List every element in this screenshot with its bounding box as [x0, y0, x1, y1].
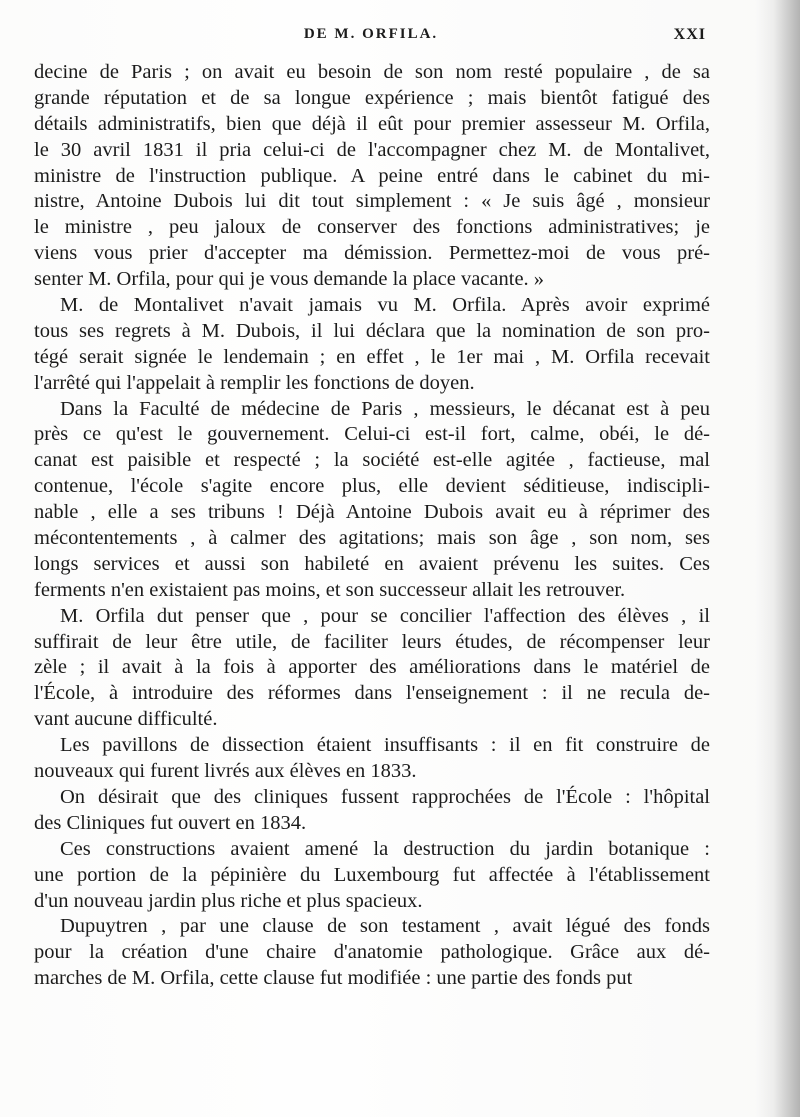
- text-line: M. Orfila dut penser que , pour se concilier l'affection des élèves , il: [60, 604, 710, 627]
- page-header: [36, 26, 706, 50]
- paragraph-p7: [34, 837, 710, 915]
- page-edge-shadow: [756, 0, 800, 1117]
- text-line: nistre, Antoine Dubois lui dit tout simplement : « Je suis âgé , monsieur: [34, 190, 710, 213]
- text-line: longs services et aussi son habileté en avaient prévenu les suites. Ces: [34, 552, 710, 575]
- body-text: [34, 60, 710, 992]
- text-line: le 30 avril 1831 il pria celui-ci de l'accompagner chez M. de Montalivet,: [34, 138, 710, 161]
- paragraph-p5: [34, 733, 710, 785]
- text-line: une portion de la pépinière du Luxembourg fut affectée à l'établissement: [34, 863, 710, 886]
- text-line: senter M. Orfila, pour qui je vous demande la place vacante. »: [34, 268, 545, 291]
- paragraph-p4: [34, 604, 710, 733]
- text-line: On désirait que des cliniques fussent rapprochées de l'École : l'hôpital: [60, 785, 710, 808]
- text-line: mécontentements , à calmer des agitations; mais son âge , son nom, ses: [34, 527, 710, 550]
- paragraph-p8: [34, 914, 710, 992]
- text-line: canat est paisible et respecté ; la société est-elle agitée , factieuse, mal: [34, 449, 710, 472]
- text-line: d'un nouveau jardin plus riche et plus spacieux.: [34, 889, 423, 912]
- paragraph-p2: [34, 293, 710, 397]
- text-line: marches de M. Orfila, cette clause fut modifiée : une partie des fonds put: [34, 967, 633, 990]
- text-line: nouveaux qui furent livrés aux élèves en 1833.: [34, 760, 417, 783]
- text-line: tous ses regrets à M. Dubois, il lui déclara que la nomination de son pro-: [34, 319, 710, 342]
- text-line: ferments n'en existaient pas moins, et son successeur allait les retrouver.: [34, 578, 626, 601]
- text-line: près ce qu'est le gouvernement. Celui-ci est-il fort, calme, obéi, le dé-: [34, 423, 710, 446]
- text-line: Les pavillons de dissection étaient insuffisants : il en fit construire de: [60, 734, 710, 757]
- text-line: l'École, à introduire des réformes dans l'enseignement : il ne recula de-: [34, 682, 710, 705]
- text-line: viens vous prier d'accepter ma démission. Permettez-moi de vous pré-: [34, 242, 710, 265]
- paragraph-p3: [34, 397, 710, 604]
- text-line: le ministre , peu jaloux de conserver des fonctions administratives; je: [34, 216, 710, 239]
- text-line: détails administratifs, bien que déjà il eût pour premier assesseur M. Orfila,: [34, 112, 710, 135]
- text-line: nable , elle a ses tribuns ! Déjà Antoine Dubois avait eu à réprimer des: [34, 501, 710, 524]
- text-line: zèle ; il avait à la fois à apporter des améliorations dans le matériel de: [34, 656, 710, 679]
- text-line: pour la création d'une chaire d'anatomie pathologique. Grâce aux dé-: [34, 941, 710, 964]
- text-line: decine de Paris ; on avait eu besoin de son nom resté populaire , de sa: [34, 61, 710, 83]
- text-line: suffirait de leur être utile, de faciliter leurs études, de récompenser leur: [34, 630, 710, 653]
- paragraph-p6: [34, 785, 710, 837]
- page-number: XXI: [673, 26, 706, 43]
- running-head: DE M. ORFILA.: [303, 26, 439, 42]
- text-line: Dans la Faculté de médecine de Paris , messieurs, le décanat est à peu: [60, 397, 710, 420]
- text-line: l'arrêté qui l'appelait à remplir les fonctions de doyen.: [34, 371, 475, 394]
- text-line: vant aucune difficulté.: [34, 708, 218, 731]
- text-line: ministre de l'instruction publique. A peine entré dans le cabinet du mi-: [34, 164, 710, 187]
- text-line: des Cliniques fut ouvert en 1834.: [34, 811, 307, 834]
- text-line: Ces constructions avaient amené la destruction du jardin botanique :: [60, 837, 710, 860]
- text-line: tégé serait signée le lendemain ; en effet , le 1er mai , M. Orfila recevait: [34, 345, 710, 368]
- text-line: contenue, l'école s'agite encore plus, elle devient séditieuse, indiscipli-: [34, 475, 710, 498]
- paragraph-p1: [34, 60, 710, 293]
- text-line: Dupuytren , par une clause de son testament , avait légué des fonds: [60, 915, 710, 938]
- text-line: M. de Montalivet n'avait jamais vu M. Orfila. Après avoir exprimé: [60, 294, 710, 317]
- text-line: grande réputation et de sa longue expérience ; mais bientôt fatigué des: [34, 86, 710, 109]
